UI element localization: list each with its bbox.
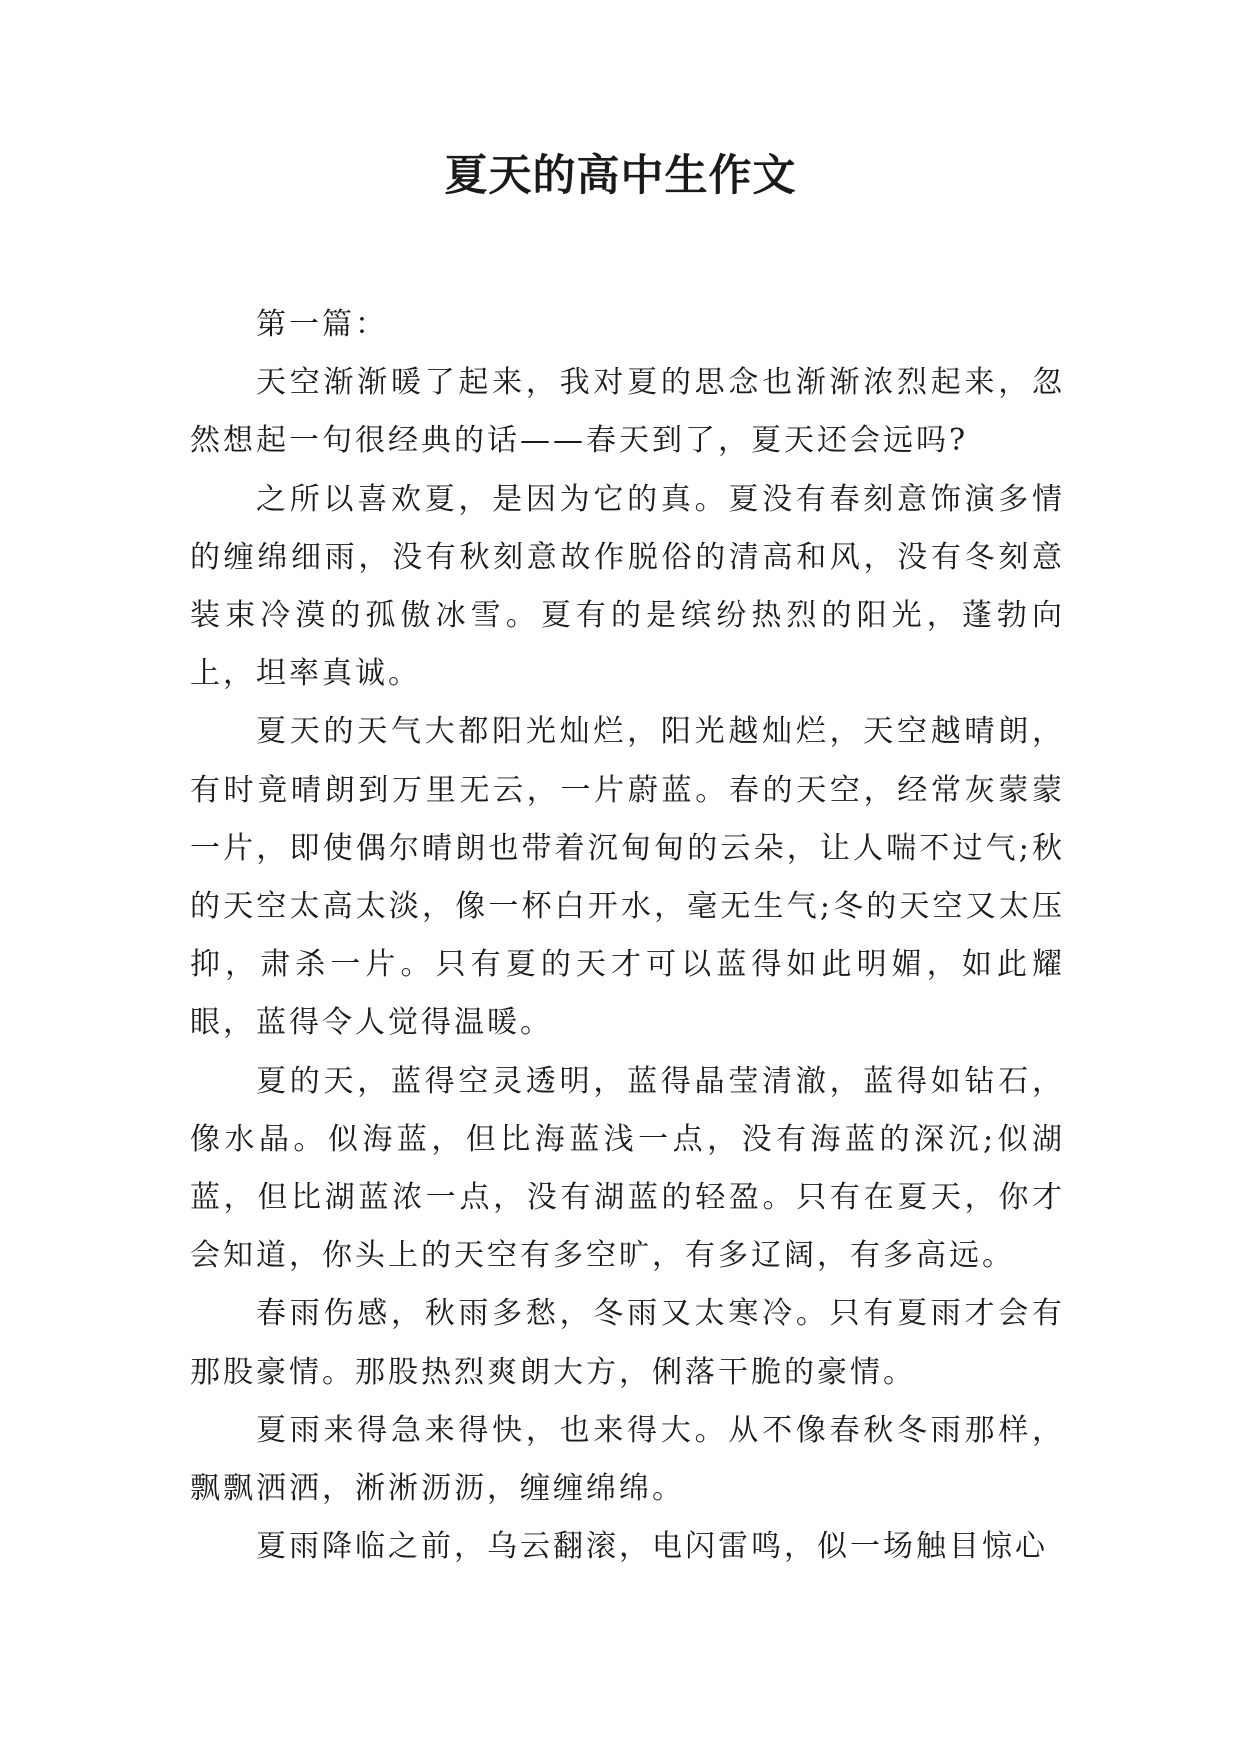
paragraph: 夏雨降临之前，乌云翻滚，电闪雷鸣，似一场触目惊心: [256, 1529, 1048, 1565]
paragraph-heading: 第一篇：: [256, 307, 388, 342]
paragraph: 夏雨来得急来得快，也来得大。从不像春秋冬雨那样，飘飘洒洒，淅淅沥沥，缠缠绵绵。: [190, 1412, 1065, 1507]
paragraph: 之所以喜欢夏，是因为它的真。夏没有春刻意饰演多情的缠绵细雨，没有秋刻意故作脱俗的清高和风，没有冬刻意装束冷漠的孤傲冰雪。夏有的是缤纷热烈的阳光，蓬勃向上，坦率真诚。: [190, 481, 1065, 692]
paragraph: 夏的天，蓝得空灵透明，蓝得晶莹清澈，蓝得如钻石，像水晶。似海蓝，但比海蓝浅一点，没有海蓝的深沉;似湖蓝，但比湖蓝浓一点，没有湖蓝的轻盈。只有在夏天，你才会知道，你头上的天空有多空旷，有多辽阔，有多高远。: [190, 1063, 1065, 1274]
paragraph: 春雨伤感，秋雨多愁，冬雨又太寒冷。只有夏雨才会有那股豪情。那股热烈爽朗大方，俐落干脆的豪情。: [190, 1296, 1065, 1390]
document-body: [190, 296, 1065, 1576]
document-title: 夏天的高中生作文: [444, 151, 797, 201]
paragraph: 夏天的天气大都阳光灿烂，阳光越灿烂，天空越晴朗，有时竟晴朗到万里无云，一片蔚蓝。春的天空，经常灰蒙蒙一片，即使偶尔晴朗也带着沉甸甸的云朵，让人喘不过气;秋的天空太高太淡，像一杯白开水，毫无生气;冬的天空又太压抑，肃杀一片。只有夏的天才可以蓝得如此明媚，如此耀眼，蓝得令人觉得温暖。: [190, 714, 1065, 1041]
paragraph: 天空渐渐暖了起来，我对夏的思念也渐渐浓烈起来，忽然想起一句很经典的话——春天到了，夏天还会远吗?: [190, 365, 1065, 459]
